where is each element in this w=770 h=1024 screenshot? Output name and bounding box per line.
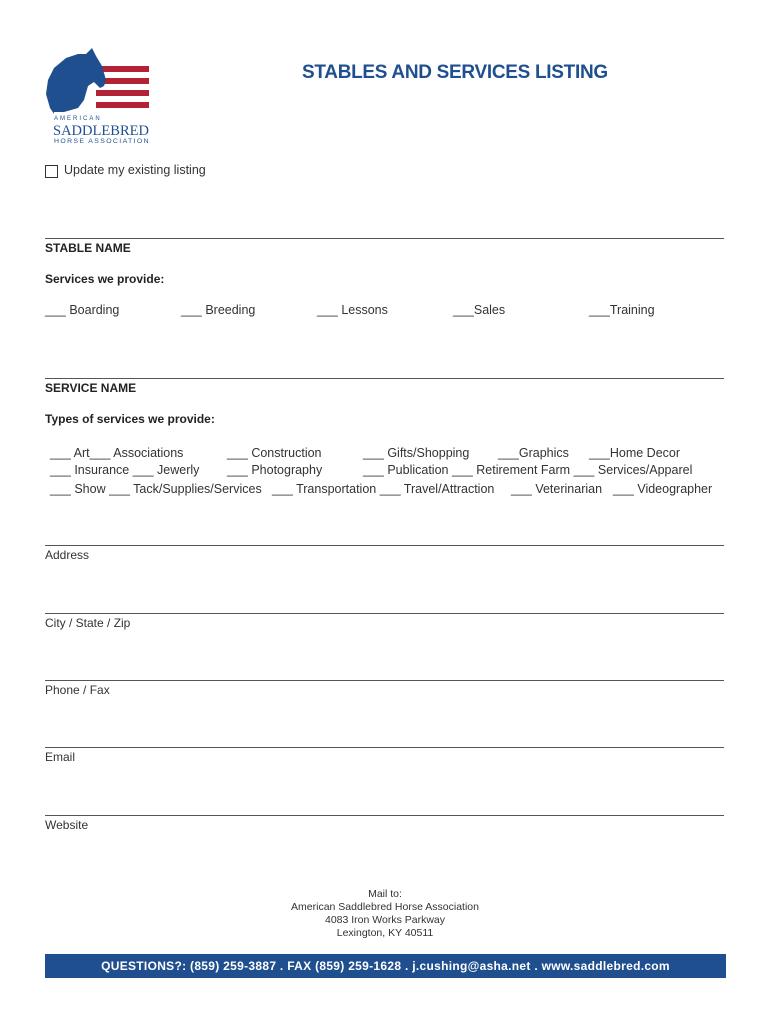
option-art-associations[interactable]: ___ Art___ Associations bbox=[50, 446, 184, 460]
website-label: Website bbox=[45, 818, 89, 832]
stable-name-heading: STABLE NAME bbox=[45, 241, 131, 255]
logo-text-horse-association: HORSE ASSOCIATION bbox=[54, 139, 150, 145]
asha-logo bbox=[44, 46, 152, 146]
option-show-tack[interactable]: ___ Show ___ Tack/Supplies/Services bbox=[50, 482, 262, 496]
option-insurance-jewerly[interactable]: ___ Insurance ___ Jewerly bbox=[50, 463, 200, 477]
option-graphics[interactable]: ___Graphics bbox=[498, 446, 569, 460]
city-state-zip-label: City / State / Zip bbox=[45, 616, 131, 630]
option-videographer[interactable]: ___ Videographer bbox=[613, 482, 713, 496]
services-provide-label: Services we provide: bbox=[45, 272, 165, 286]
option-publication-retirement-apparel[interactable]: ___ Publication ___ Retirement Farm ___ Services/Apparel bbox=[363, 463, 693, 477]
option-transportation-travel[interactable]: ___ Transportation ___ Travel/Attraction bbox=[272, 482, 495, 496]
mail-to-org: American Saddlebred Horse Association bbox=[291, 901, 479, 913]
service-name-line[interactable] bbox=[45, 378, 724, 379]
mail-to-city: Lexington, KY 40511 bbox=[336, 927, 434, 939]
logo-text-saddlebred: SADDLEBRED bbox=[53, 123, 150, 139]
address-label: Address bbox=[45, 548, 90, 562]
option-breeding[interactable]: ___ Breeding bbox=[181, 303, 256, 317]
mail-to-street: 4083 Iron Works Parkway bbox=[324, 914, 446, 926]
phone-fax-line[interactable] bbox=[45, 680, 724, 681]
website-line[interactable] bbox=[45, 815, 724, 816]
option-veterinarian[interactable]: ___ Veterinarian bbox=[511, 482, 603, 496]
update-listing-checkbox[interactable] bbox=[45, 165, 58, 178]
stable-name-line[interactable] bbox=[45, 238, 724, 239]
questions-footer-bar: QUESTIONS?: (859) 259-3887 . FAX (859) 259-1628 . j.cushing@asha.net . www.saddlebred.com bbox=[45, 954, 726, 978]
option-gifts-shopping[interactable]: ___ Gifts/Shopping bbox=[363, 446, 470, 460]
option-photography[interactable]: ___ Photography bbox=[227, 463, 323, 477]
option-boarding[interactable]: ___ Boarding bbox=[45, 303, 120, 317]
option-sales[interactable]: ___Sales bbox=[453, 303, 506, 317]
option-lessons[interactable]: ___ Lessons bbox=[317, 303, 388, 317]
mail-to-label: Mail to: bbox=[368, 888, 402, 900]
option-training[interactable]: ___Training bbox=[589, 303, 655, 317]
phone-fax-label: Phone / Fax bbox=[45, 683, 110, 697]
page-title: STABLES AND SERVICES LISTING bbox=[302, 62, 608, 83]
logo-text-american: AMERICAN bbox=[54, 116, 102, 122]
types-services-label: Types of services we provide: bbox=[45, 412, 215, 426]
city-state-zip-line[interactable] bbox=[45, 613, 724, 614]
email-line[interactable] bbox=[45, 747, 724, 748]
service-name-heading: SERVICE NAME bbox=[45, 381, 137, 395]
address-line[interactable] bbox=[45, 545, 724, 546]
update-listing-label[interactable]: Update my existing listing bbox=[64, 163, 206, 177]
email-label: Email bbox=[45, 750, 76, 764]
option-home-decor[interactable]: ___Home Decor bbox=[589, 446, 681, 460]
option-construction[interactable]: ___ Construction bbox=[227, 446, 322, 460]
